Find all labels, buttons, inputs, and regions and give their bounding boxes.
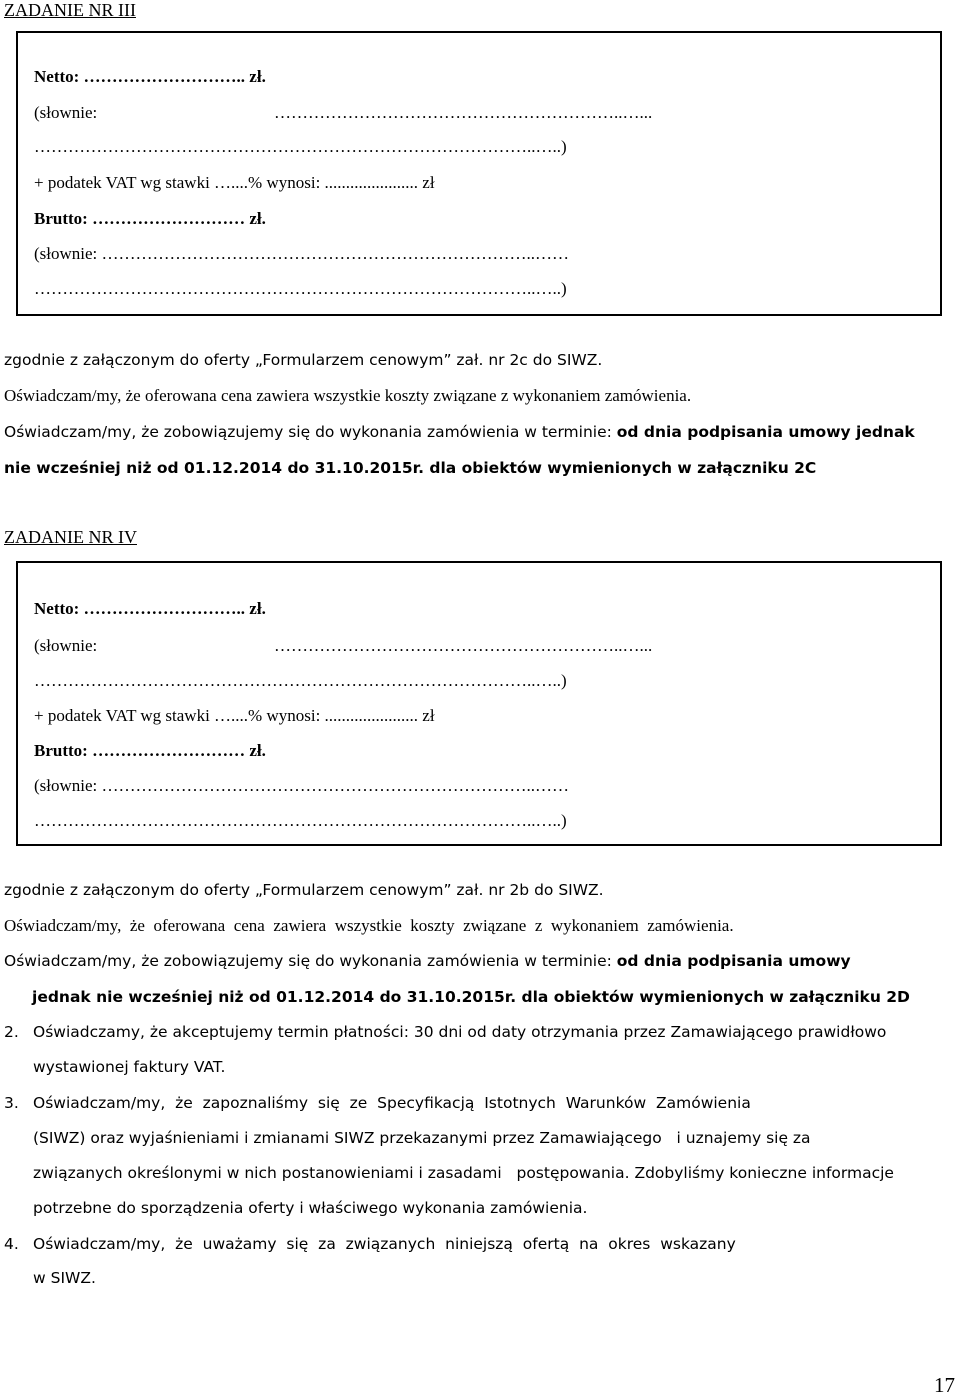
- zadanie4-slownie1-line2: ……………………………………………………………………………..…..): [34, 671, 567, 690]
- zadanie3-termin-bold: od dnia podpisania umowy jednak: [616, 423, 915, 441]
- zadanie3-slownie2-line1: (słownie: …………………………………………………………………..……: [34, 244, 570, 263]
- zadanie3-oswiadczam-termin: [4, 423, 915, 441]
- zadanie3-slownie1-dots: ……………………………………………………..…...: [274, 103, 653, 122]
- zadanie4-slownie2-line1: (słownie: …………………………………………………………………..……: [34, 776, 570, 795]
- zadanie4-heading: ZADANIE NR IV: [4, 527, 137, 547]
- zadanie3-price-box: [16, 31, 942, 316]
- zadanie3-termin-normal: Oświadczam/my, że zobowiązujemy się do wykonania zamówienia w terminie:: [4, 423, 617, 441]
- zadanie4-vat: + podatek VAT wg stawki …....% wynosi: ...................... zł: [34, 706, 435, 725]
- zadanie3-oswiadczam-cena: Oświadczam/my, że oferowana cena zawiera wszystkie koszty związane z wykonaniem zamówienia.: [4, 386, 692, 405]
- zadanie4-price-box: [16, 561, 942, 846]
- zadanie3-slownie1-line2: ……………………………………………………………………………..…..): [34, 137, 567, 156]
- zadanie4-netto: Netto: ……………………….. zł.: [34, 599, 266, 618]
- zadanie3-slownie1-label: (słownie:: [34, 103, 98, 122]
- zadanie3-termin-line2: nie wcześniej niż od 01.12.2014 do 31.10.2015r. dla obiektów wymienionych w załączniku 2C: [4, 459, 817, 477]
- point4-line1: Oświadczam/my, że uważamy się za związanych niniejszą ofertą na okres wskazany: [33, 1235, 736, 1253]
- zadanie4-oswiadczam-termin: [4, 952, 851, 970]
- zadanie4-slownie2-line2: ……………………………………………………………………………..…..): [34, 811, 567, 830]
- zadanie4-brutto: Brutto: ……………………… zł.: [34, 741, 266, 760]
- zadanie4-zgodnie: zgodnie z załączonym do oferty „Formularzem cenowym” zał. nr 2b do SIWZ.: [4, 881, 604, 899]
- zadanie4-termin-line2: jednak nie wcześniej niż od 01.12.2014 do 31.10.2015r. dla obiektów wymienionych w załączniku 2D: [32, 988, 910, 1006]
- point4-number: 4.: [4, 1235, 19, 1253]
- zadanie3-slownie2-line2: ……………………………………………………………………………..…..): [34, 279, 567, 298]
- point3-line3: związanych określonymi w nich postanowieniami i zasadami postępowania. Zdobyliśmy konieczne informacje: [33, 1164, 894, 1182]
- point2-line1: Oświadczamy, że akceptujemy termin płatności: 30 dni od daty otrzymania przez Zamawiającego prawidłowo: [33, 1023, 887, 1041]
- point2-line2: wystawionej faktury VAT.: [33, 1058, 226, 1076]
- zadanie3-heading: ZADANIE NR III: [4, 0, 136, 20]
- zadanie3-vat: + podatek VAT wg stawki …....% wynosi: ...................... zł: [34, 173, 435, 192]
- zadanie4-slownie1-label: (słownie:: [34, 636, 98, 655]
- page-number: 17: [934, 1373, 955, 1397]
- zadanie3-netto: Netto: ……………………….. zł.: [34, 67, 266, 86]
- point3-line1: Oświadczam/my, że zapoznaliśmy się ze Specyfikacją Istotnych Warunków Zamówienia: [33, 1094, 751, 1112]
- zadanie4-slownie1-dots: ……………………………………………………..…...: [274, 636, 653, 655]
- point3-line2: (SIWZ) oraz wyjaśnieniami i zmianami SIWZ przekazanymi przez Zamawiającego i uznajemy się za: [33, 1129, 811, 1147]
- zadanie3-brutto: Brutto: ……………………… zł.: [34, 209, 266, 228]
- point4-line2: w SIWZ.: [33, 1269, 96, 1287]
- zadanie4-termin-bold: od dnia podpisania umowy: [616, 952, 851, 970]
- point3-number: 3.: [4, 1094, 19, 1112]
- point2-number: 2.: [4, 1023, 19, 1041]
- zadanie3-zgodnie: zgodnie z załączonym do oferty „Formularzem cenowym” zał. nr 2c do SIWZ.: [4, 351, 603, 369]
- point3-line4: potrzebne do sporządzenia oferty i właściwego wykonania zamówienia.: [33, 1199, 588, 1217]
- zadanie4-oswiadczam-cena: Oświadczam/my, że oferowana cena zawiera wszystkie koszty związane z wykonaniem zamówienia.: [4, 916, 734, 935]
- zadanie4-termin-normal: Oświadczam/my, że zobowiązujemy się do wykonania zamówienia w terminie:: [4, 952, 617, 970]
